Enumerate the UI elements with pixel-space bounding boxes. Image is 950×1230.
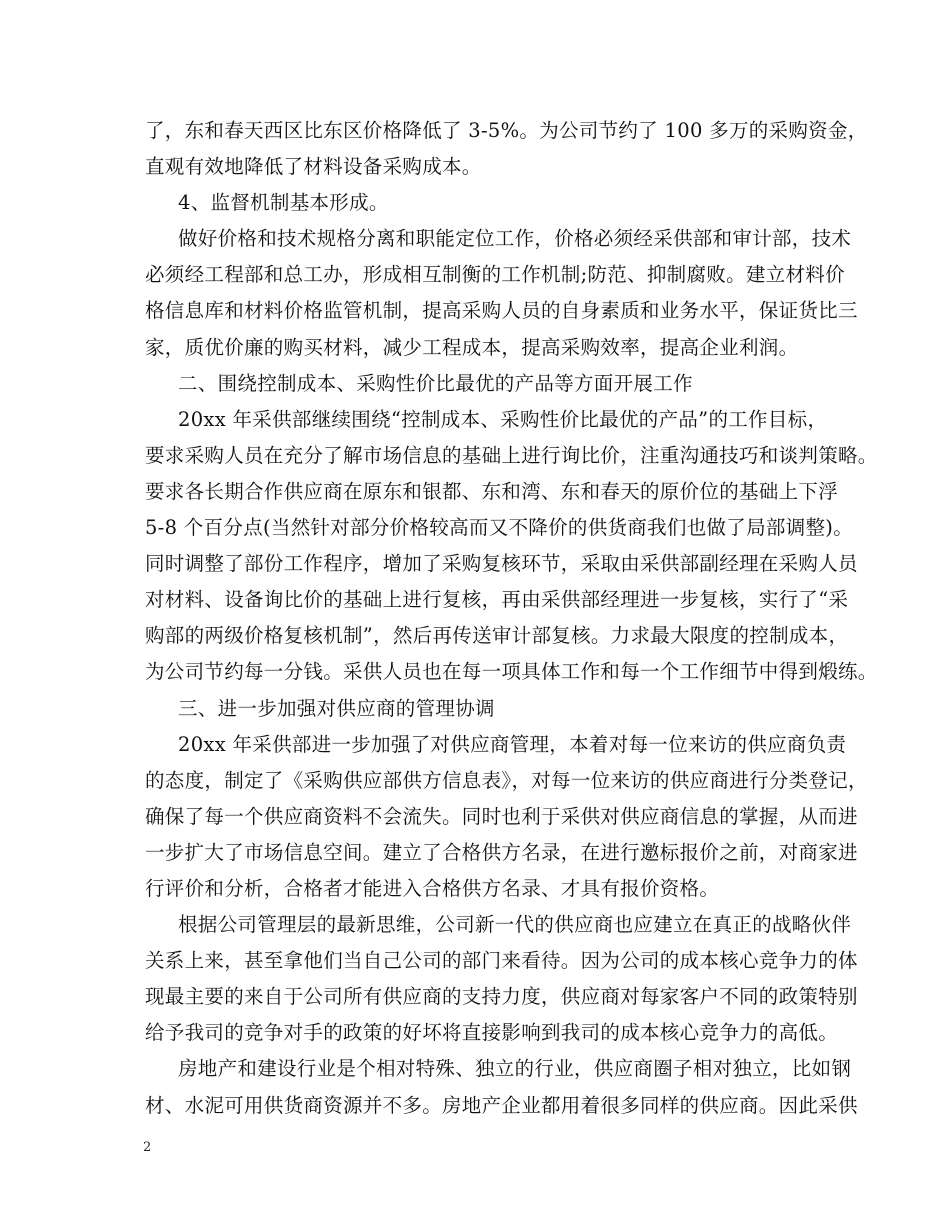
paragraph-start: 做好价格和技术规格分离和职能定位工作，价格必须经采供部和审计部，技术 (178, 227, 852, 251)
text-line: 必须经工程部和总工办，形成相互制衡的工作机制;防范、抑制腐败。建立材料价 (145, 263, 845, 287)
page-number: 2 (143, 1140, 152, 1155)
text-line: 对材料、设备询比价的基础上进行复核，再由采供部经理进一步复核，实行了“采 (145, 588, 849, 612)
text-line: 现最主要的来自于公司所有供应商的支持力度，供应商对每家客户不同的政策特别 (145, 985, 858, 1009)
section-heading: 三、进一步加强对供应商的管理协调 (178, 696, 495, 720)
text-line: 直观有效地降低了材料设备采购成本。 (145, 155, 482, 179)
text-line: 给予我司的竞争对手的政策的好坏将直接影响到我司的成本核心竞争力的高低。 (145, 1021, 839, 1045)
text-line: 为公司节约每一分钱。采供人员也在每一项具体工作和每一个工作细节中得到煅练。 (145, 660, 878, 684)
text-line: 家，质优价廉的购买材料，减少工程成本，提高采购效率，提高企业利润。 (145, 335, 799, 359)
text-line: 要求各长期合作供应商在原东和银都、东和湾、东和春天的原价位的基础上下浮 (145, 479, 839, 503)
text-line: 的态度，制定了《采购供应部供方信息表》，对每一位来访的供应商进行分类登记， (145, 768, 868, 792)
text-line: 确保了每一个供应商资料不会流失。同时也利于采供对供应商信息的掌握，从而进 (145, 804, 858, 828)
paragraph-start: 20xx 年采供部进一步加强了对供应商管理，本着对每一位来访的供应商负责 (178, 732, 847, 756)
text-line: 购部的两级价格复核机制”，然后再传送审计部复核。力求最大限度的控制成本， (145, 624, 849, 648)
text-line: 材、水泥可用供货商资源并不多。房地产企业都用着很多同样的供应商。因此采供 (145, 1093, 858, 1117)
document-body (145, 113, 878, 1124)
text-line: 一步扩大了市场信息空间。建立了合格供方名录，在进行邀标报价之前，对商家进 (145, 840, 858, 864)
text-line: 5-8 个百分点(当然针对部分价格较高而又不降价的供货商我们也做了局部调整)。 (145, 516, 854, 540)
paragraph-start: 房地产和建设行业是个相对特殊、独立的行业，供应商圈子相对独立，比如钢 (178, 1057, 852, 1081)
paragraph-start: 20xx 年采供部继续围绕“控制成本、采购性价比最优的产品”的工作目标， (178, 407, 828, 431)
text-line: 了，东和春天西区比东区价格降低了 3-5%。为公司节约了 100 多万的采购资金， (145, 119, 868, 142)
section-heading: 4、监督机制基本形成。 (178, 191, 389, 215)
section-heading: 二、围绕控制成本、采购性价比最优的产品等方面开展工作 (178, 371, 693, 395)
text-line: 格信息库和材料价格监管机制，提高采购人员的自身素质和业务水平，保证货比三 (145, 299, 858, 323)
text-line: 关系上来，甚至拿他们当自己公司的部门来看待。因为公司的成本核心竞争力的体 (145, 949, 858, 973)
text-line: 要求采购人员在充分了解市场信息的基础上进行询比价，注重沟通技巧和谈判策略。 (145, 443, 878, 467)
text-line: 行评价和分析，合格者才能进入合格供方名录、才具有报价资格。 (145, 876, 720, 900)
paragraph-start: 根据公司管理层的最新思维，公司新一代的供应商也应建立在真正的战略伙伴 (178, 913, 852, 937)
text-line: 同时调整了部份工作程序，增加了采购复核环节，采取由采供部副经理在采购人员 (145, 552, 858, 576)
